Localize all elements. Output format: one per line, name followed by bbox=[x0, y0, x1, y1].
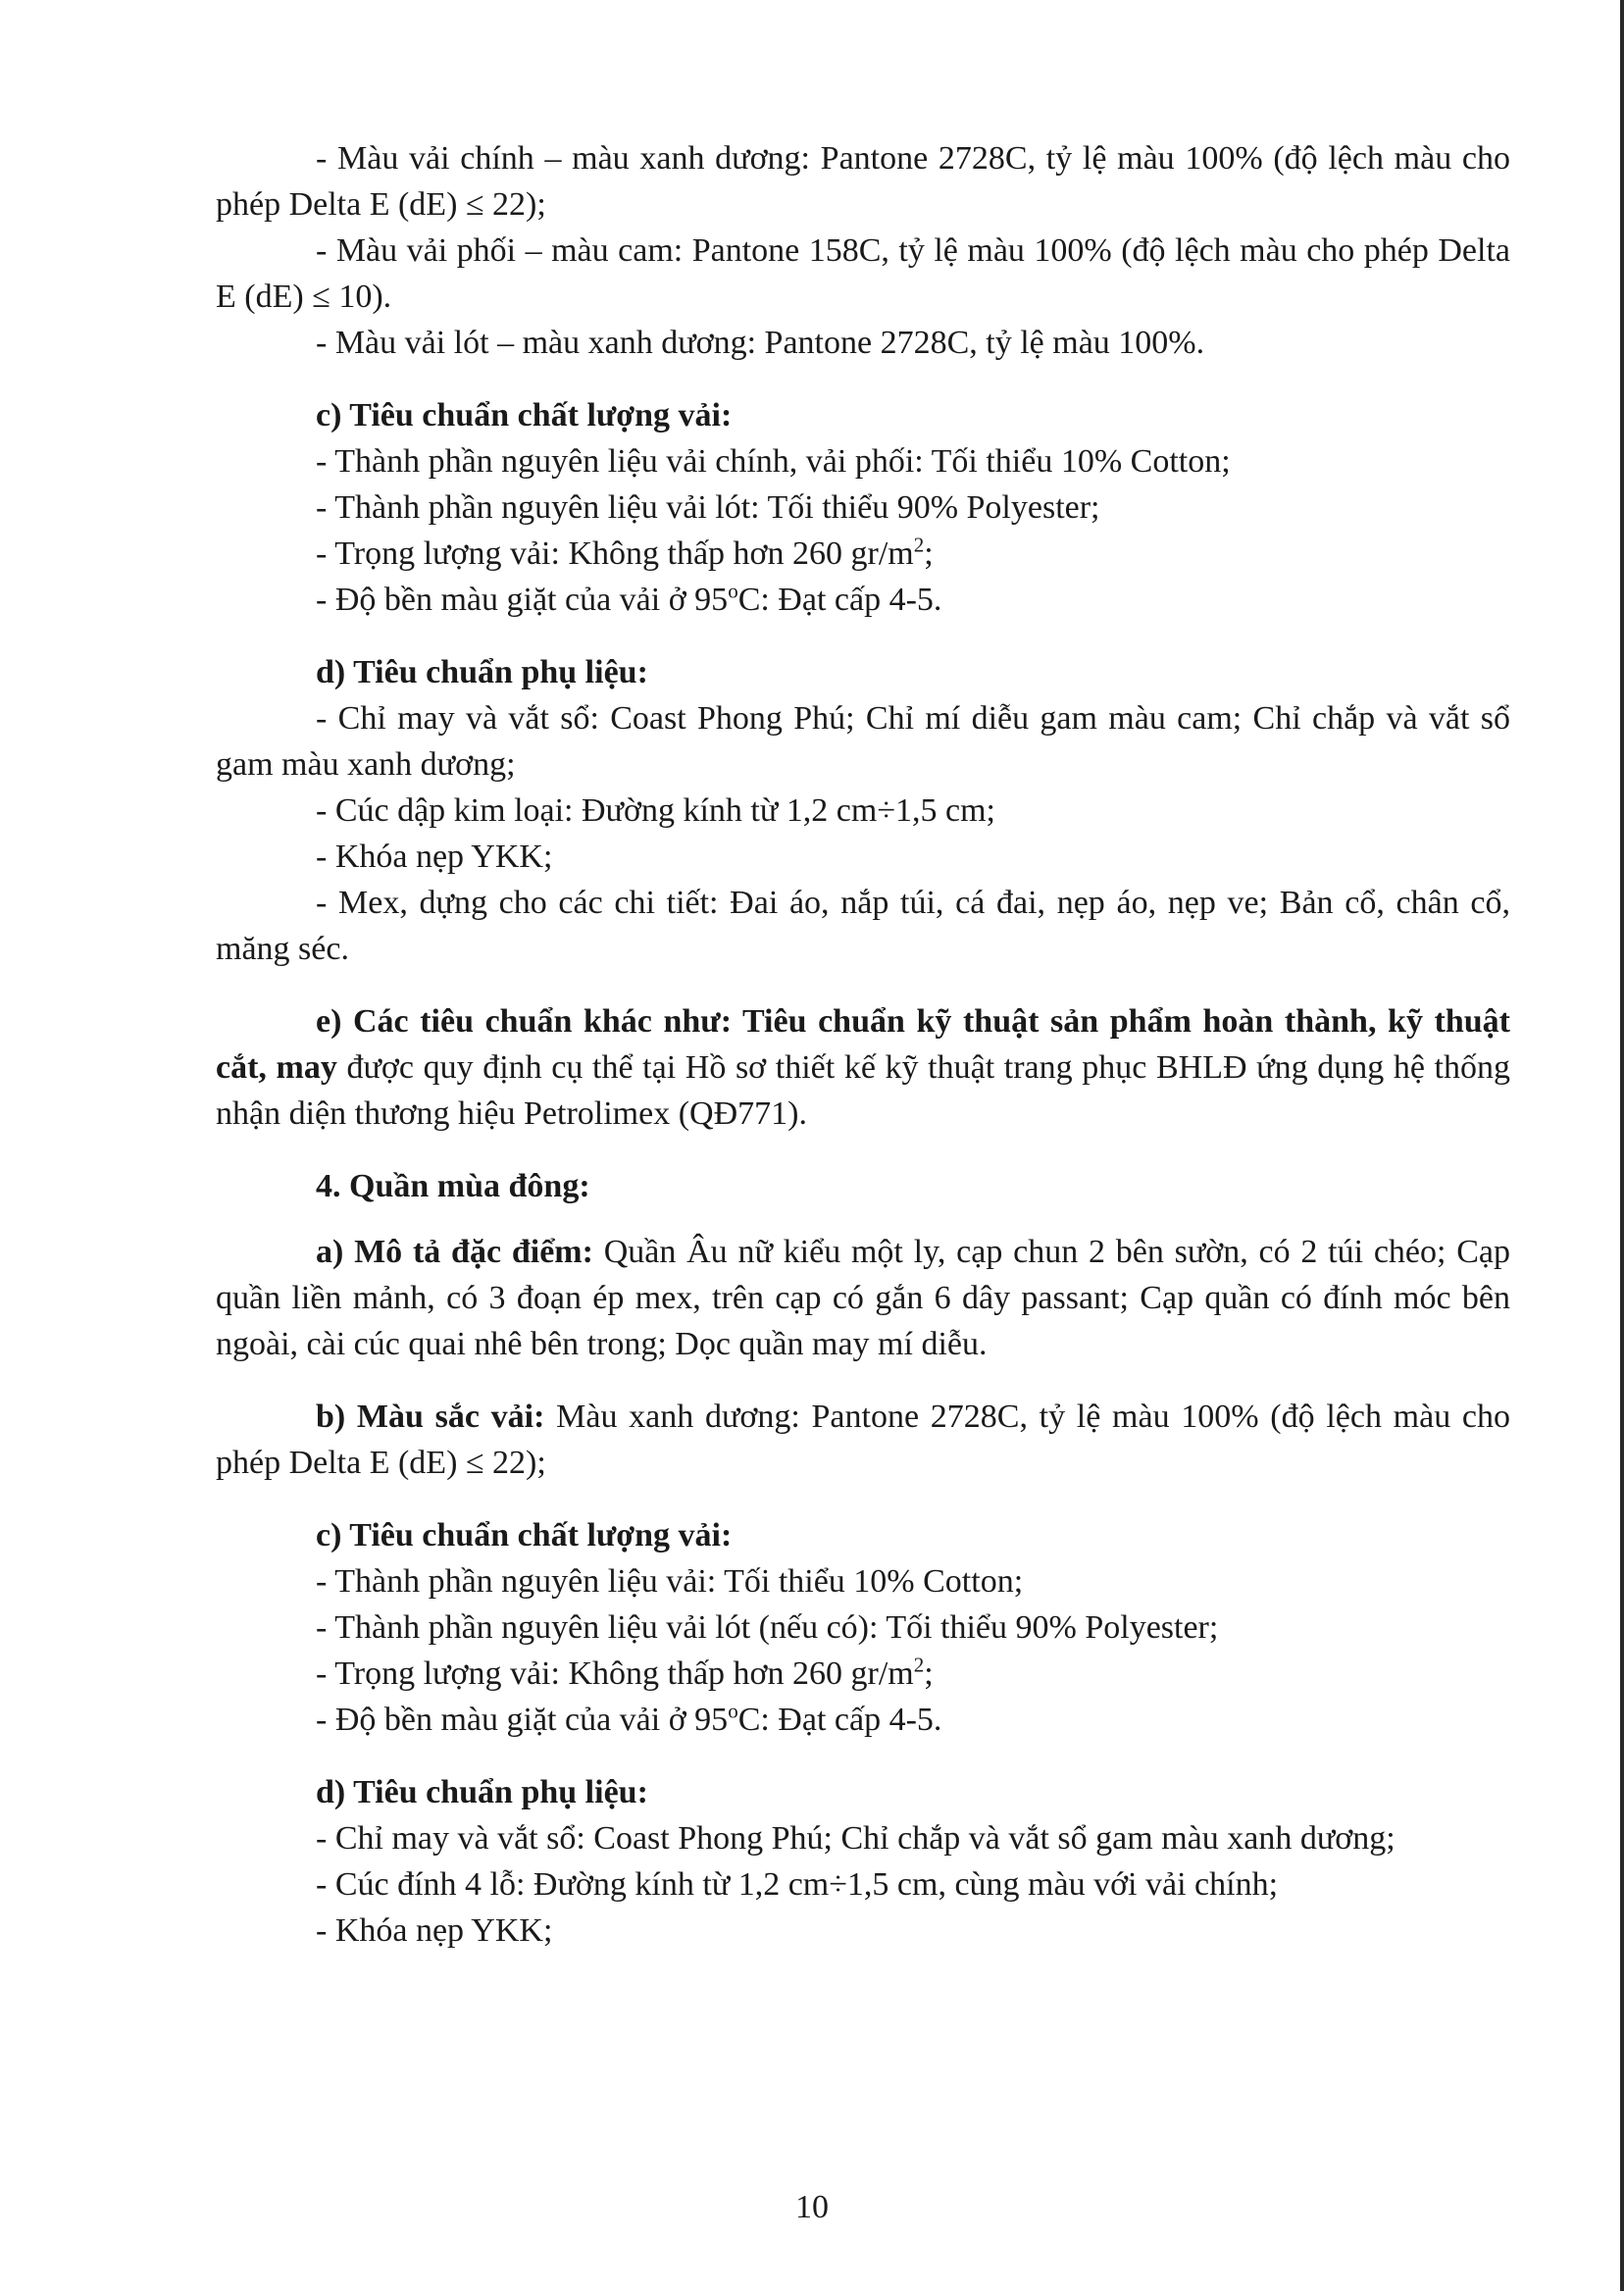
list-item: - Thành phần nguyên liệu vải chính, vải phối: Tối thiểu 10% Cotton; bbox=[316, 443, 1231, 480]
list-item: - Khóa nẹp YKK; bbox=[316, 1912, 553, 1949]
section3-c-heading: c) Tiêu chuẩn chất lượng vải: bbox=[316, 397, 733, 433]
page-number: 10 bbox=[795, 2189, 829, 2225]
superscript: 2 bbox=[913, 533, 925, 557]
list-item: - Trọng lượng vải: Không thấp hơn 260 $gr/m^2$; bbox=[316, 533, 934, 572]
list-item: - Thành phần nguyên liệu vải: Tối thiểu 10% Cotton; bbox=[316, 1563, 1024, 1600]
list-item: - Trọng lượng vải: Không thấp hơn 260 $gr/m^2$; bbox=[316, 1653, 934, 1692]
superscript: o bbox=[728, 579, 738, 603]
section4-c-heading: c) Tiêu chuẩn chất lượng vải: bbox=[316, 1517, 733, 1553]
list-item: - Thành phần nguyên liệu vải lót (nếu có): Tối thiểu 90% Polyester; bbox=[316, 1609, 1219, 1646]
main-fabric-color: - Màu vải chính – màu xanh dương: Pantone 2728C, tỷ lệ màu 100% (độ lệch màu cho phép Delta E (dE) ≤ 22); bbox=[216, 140, 1510, 223]
superscript: o bbox=[728, 1699, 738, 1723]
list-item: - Độ bền màu giặt của vải ở 95$^o$C: Đạt cấp 4-5. bbox=[316, 1699, 942, 1738]
document-body bbox=[216, 135, 1510, 1954]
section4-d-heading: d) Tiêu chuẩn phụ liệu: bbox=[316, 1774, 648, 1810]
accent-fabric-color: - Màu vải phối – màu cam: Pantone 158C, tỷ lệ màu 100% (độ lệch màu cho phép Delta E (dE) ≤ 10). bbox=[216, 232, 1510, 315]
scan-edge bbox=[1620, 0, 1624, 2291]
superscript: 2 bbox=[913, 1653, 925, 1677]
list-item: - Thành phần nguyên liệu vải lót: Tối thiểu 90% Polyester; bbox=[316, 489, 1100, 526]
section4-a-paragraph: a) Mô tả đặc điểm: Quần Âu nữ kiểu một ly, cạp chun 2 bên sườn, có 2 túi chéo; Cạp quần liền mảnh, có 3 đoạn ép mex, trên cạp có gắn 6 dây passant; Cạp quần có đính móc bên ngoài, cài cúc quai nhê bên trong; Dọc quần may mí diễu. bbox=[216, 1234, 1511, 1362]
list-item: - Khóa nẹp YKK; bbox=[316, 839, 553, 875]
list-item: - Mex, dựng cho các chi tiết: Đai áo, nắp túi, cá đai, nẹp áo, nẹp ve; Bản cổ, chân cổ, măng séc. bbox=[216, 885, 1510, 967]
section4-b-paragraph: b) Màu sắc vải: Màu xanh dương: Pantone 2728C, tỷ lệ màu 100% (độ lệch màu cho phép Delta E (dE) ≤ 22); bbox=[216, 1399, 1510, 1481]
section3-d-heading: d) Tiêu chuẩn phụ liệu: bbox=[316, 654, 648, 690]
lining-fabric-color: - Màu vải lót – màu xanh dương: Pantone 2728C, tỷ lệ màu 100%. bbox=[316, 325, 1205, 361]
list-item: - Chỉ may và vắt sổ: Coast Phong Phú; Chỉ chắp và vắt sổ gam màu xanh dương; bbox=[316, 1820, 1396, 1857]
list-item: - Độ bền màu giặt của vải ở 95$^o$C: Đạt cấp 4-5. bbox=[316, 579, 942, 618]
list-item: - Cúc dập kim loại: Đường kính từ 1,2 cm÷1,5 cm; bbox=[316, 792, 995, 829]
list-item: - Chỉ may và vắt sổ: Coast Phong Phú; Chỉ mí diễu gam màu cam; Chỉ chắp và vắt sổ gam màu xanh dương; bbox=[216, 700, 1510, 783]
list-item: - Cúc đính 4 lỗ: Đường kính từ 1,2 cm÷1,5 cm, cùng màu với vải chính; bbox=[316, 1866, 1279, 1903]
section3-e-paragraph: e) Các tiêu chuẩn khác như: Tiêu chuẩn kỹ thuật sản phẩm hoàn thành, kỹ thuật cắt, may được quy định cụ thể tại Hồ sơ thiết kế kỹ thuật trang phục BHLĐ ứng dụng hệ thống nhận diện thương hiệu Petrolimex (QĐ771). bbox=[216, 1003, 1510, 1132]
section4-heading: 4. Quần mùa đông: bbox=[316, 1168, 590, 1204]
